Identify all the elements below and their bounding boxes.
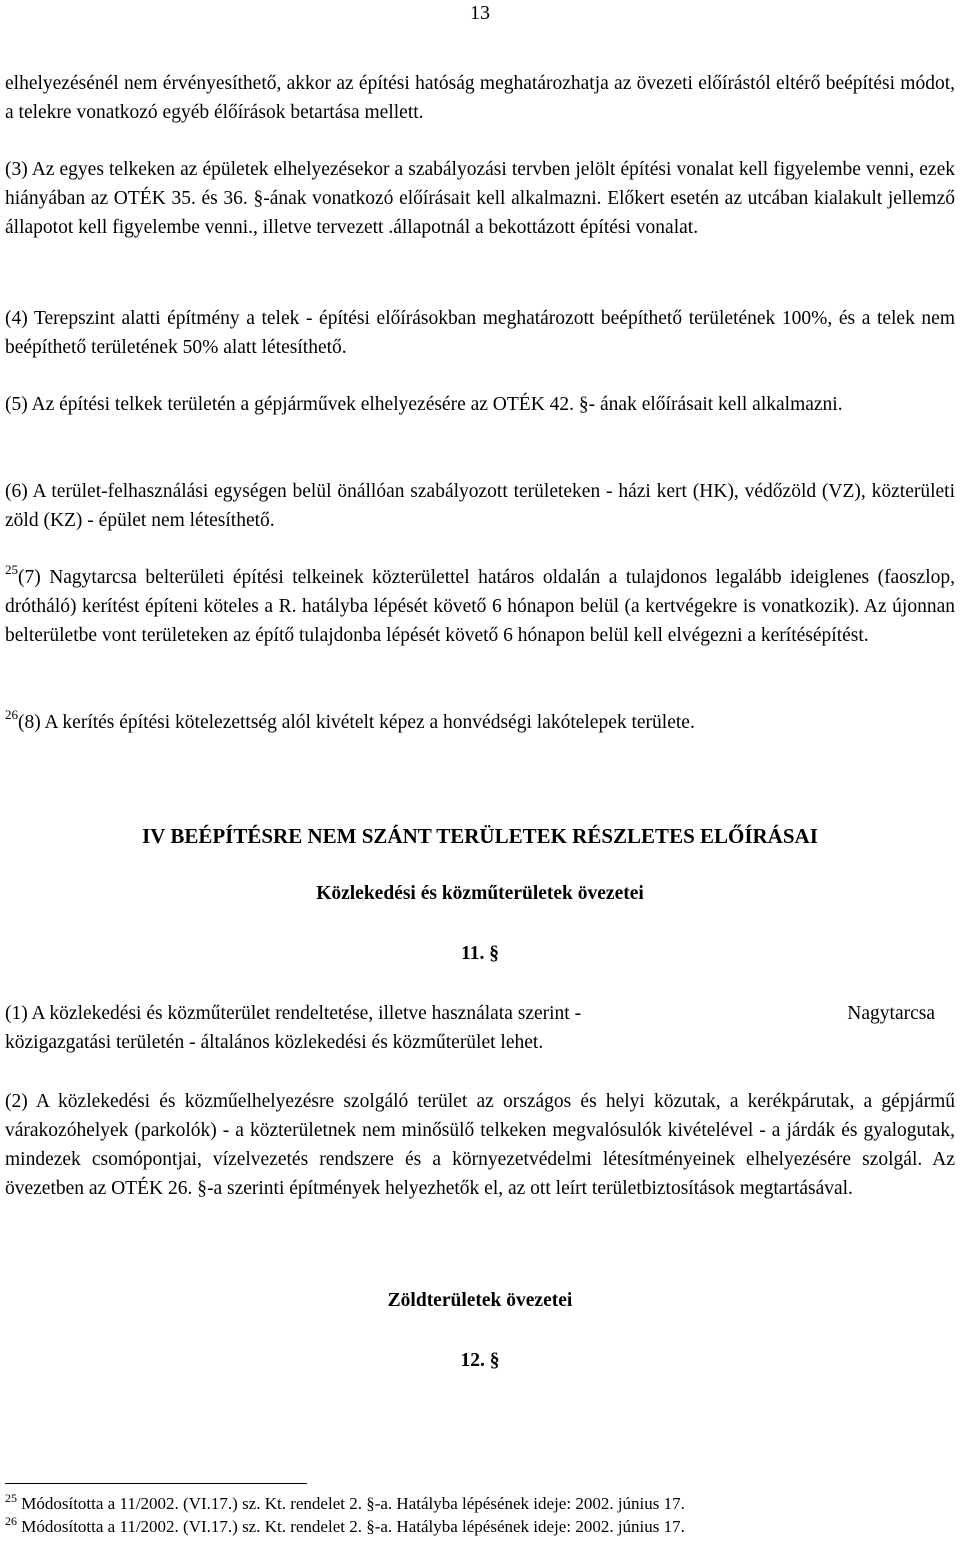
paragraph-8	[5, 708, 955, 737]
paragraph-7	[5, 563, 955, 650]
footnote-ref-25: 25	[5, 562, 18, 577]
section-number-11: 11. §	[461, 943, 499, 964]
footnote-separator	[5, 1483, 307, 1484]
section-11-p1-part-c: közigazgatási területén - általános közlekedési és közműterület lehet.	[5, 1032, 544, 1053]
paragraph-5: (5) Az építési telkek területén a gépjárművek elhelyezésére az OTÉK 42. §- ának előírásait kell alkalmazni.	[5, 394, 843, 415]
section-title: IV BEÉPÍTÉSRE NEM SZÁNT TERÜLETEK RÉSZLETES ELŐÍRÁSAI	[142, 824, 818, 848]
footnote-text: Módosította a 11/2002. (VI.17.) sz. Kt. rendelet 2. §-a. Hatályba lépésének ideje: 2002. június 17.	[21, 1494, 685, 1513]
footnote-mark: 26	[5, 1514, 17, 1528]
page-number: 13	[470, 2, 490, 24]
paragraph-6: (6) A terület-felhasználási egységen belül önállóan szabályozott területeken - házi kert (HK), védőzöld (VZ), közterületi zöld (KZ) - épület nem létesíthető.	[5, 481, 955, 531]
footnote-26	[5, 1514, 955, 1540]
section-11-paragraph-1	[5, 999, 955, 1057]
paragraph-4: (4) Terepszint alatti építmény a telek - építési előírásokban meghatározott beépíthető területének 100%, és a telek nem beépíthető területének 50% alatt létesíthető.	[5, 308, 955, 358]
section-11-paragraph-2: (2) A közlekedési és közműelhelyezésre szolgáló terület az országos és helyi közutak, a kerékpárutak, a gépjármű várakozóhelyek (parkolók) - a közterületnek nem minősülő telkeken megvalósulók kivételével - a járdák és gyalogutak, mindezek csomópontjai, vízelvezetés rendszere és a környezetvédelmi létesítményeinek elhelyezésére szolgál. Az övezetben az OTÉK 26. §-a szerinti építmények helyezhetők el, az ott leírt területbiztosítások megtartásával.	[5, 1091, 955, 1199]
subsection-title-transport: Közlekedési és közműterületek övezetei	[316, 883, 644, 904]
paragraph-8-text: (8) A kerítés építési kötelezettség alól kivételt képez a honvédségi lakótelepek területe.	[18, 712, 695, 733]
paragraph-continuation: elhelyezésénél nem érvényesíthető, akkor az építési hatóság meghatározhatja az övezeti előírástól eltérő beépítési módot, a telekre vonatkozó egyéb élőírások betartása mellett.	[5, 73, 955, 123]
footnote-ref-26: 26	[5, 707, 18, 722]
footnote-mark: 25	[5, 1491, 17, 1505]
section-11-p1-part-b: Nagytarcsa	[847, 1003, 935, 1024]
section-11-p1-part-a: (1) A közlekedési és közműterület rendeltetése, illetve használata szerint -	[5, 1003, 582, 1024]
section-number-12: 12. §	[460, 1350, 500, 1371]
footnote-text: Módosította a 11/2002. (VI.17.) sz. Kt. rendelet 2. §-a. Hatályba lépésének ideje: 2002. június 17.	[21, 1517, 685, 1536]
subsection-title-green: Zöldterületek övezetei	[387, 1290, 573, 1311]
paragraph-3: (3) Az egyes telkeken az épületek elhelyezésekor a szabályozási tervben jelölt építési vonalat kell figyelembe venni, ezek hiányában az OTÉK 35. és 36. §-ának vonatkozó előírásait kell alkalmazni. Előkert esetén az utcában kialakult jellemző állapotot kell figyelembe venni., illetve tervezett .állapotnál a bekottázott építési vonalat.	[5, 159, 955, 238]
paragraph-7-text: (7) Nagytarcsa belterületi építési telkeinek közterülettel határos oldalán a tulajdonos legalább ideiglenes (faoszlop, drótháló) kerítést építeni köteles a R. hatályba lépését követő 6 hónapon belül (a kertvégekre is vonatkozik). Az újonnan belterületbe vont területeken az építő tulajdonba lépését követő 6 hónapon belül kell elvégezni a kerítésépítést.	[5, 567, 955, 646]
